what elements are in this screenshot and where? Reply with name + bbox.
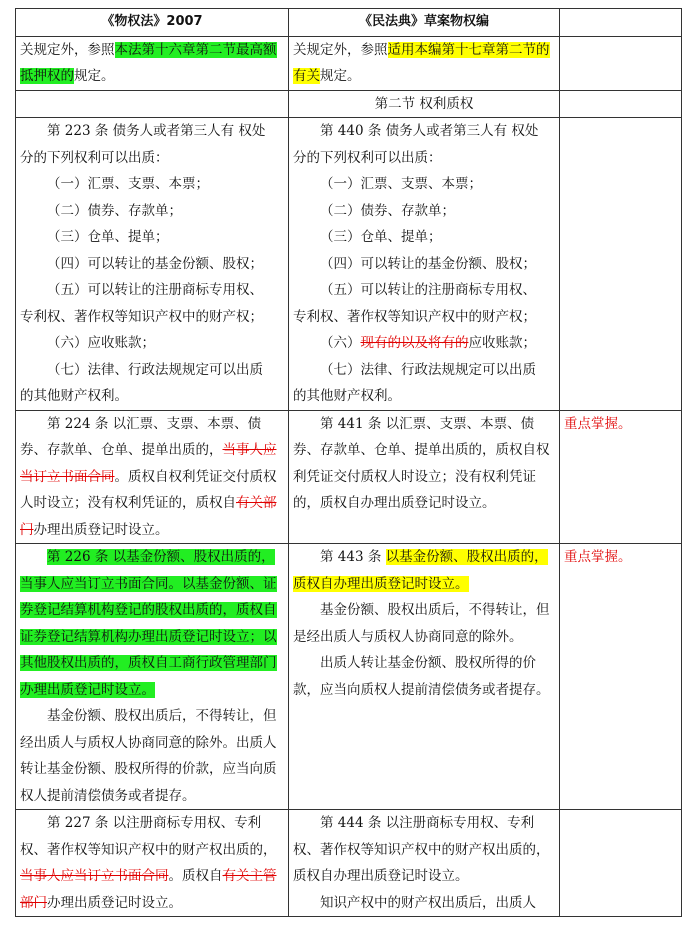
header-col-old-law: 《物权法》2007 — [16, 9, 289, 37]
cell-note — [560, 118, 682, 411]
table-row — [16, 544, 682, 810]
cell-old-law: 第 223 条 债务人或者第三人有 权处 分的下列权利可以出质： （一）汇票、支票、本票； （二）债券、存款单； （三）仓单、提单； （四）可以转让的基金份额、股权； （五）可以转让的注册商标专用权、 专利权、著作权等知识产权中的财产权； （六）应收账款； （七）法律、行政法规规定可以出质 的其他财产权利。 — [16, 118, 289, 411]
cell-civil-code: 第 444 条 以注册商标专用权、专利权、著作权等知识产权中的财产权出质的，质权自办理出质登记时设立。 知识产权中的财产权出质后，出质人 — [289, 810, 560, 917]
comparison-table — [15, 8, 682, 917]
cell-old-law: 第 227 条 以注册商标专用权、专利权、著作权等知识产权中的财产权出质的，当事人应当订立书面合同。质权自有关主管部门办理出质登记时设立。 — [16, 810, 289, 917]
cell-civil-code: 关规定外，参照适用本编第十七章第二节的有关规定。 — [289, 36, 560, 90]
cell-note — [560, 810, 682, 917]
cell-note — [560, 36, 682, 90]
table-row — [16, 118, 682, 411]
cell-old-law: 关规定外，参照本法第十六章第二节最高额抵押权的规定。 — [16, 36, 289, 90]
section-title: 第二节 权利质权 — [289, 90, 560, 118]
header-col-notes — [560, 9, 682, 37]
cell-note — [560, 90, 682, 118]
cell-old-law: 第 226 条 以基金份额、股权出质的，当事人应当订立书面合同。以基金份额、证券登记结算机构登记的股权出质的，质权自证券登记结算机构办理出质登记时设立；以其他股权出质的，质权自工商行政管理部门办理出质登记时设立。 基金份额、股权出质后，不得转让，但经出质人与质权人协商同意的除外。出质人转让基金份额、股权所得的价款，应当向质权人提前清偿债务或者提存。 — [16, 544, 289, 810]
cell-old-law — [16, 90, 289, 118]
cell-old-law: 第 224 条 以汇票、支票、本票、债券、存款单、仓单、提单出质的，当事人应当订立书面合同。质权自权利凭证交付质权人时设立；没有权利凭证的，质权自有关部门办理出质登记时设立。 — [16, 410, 289, 544]
cell-civil-code: 第 441 条 以汇票、支票、本票、债券、存款单、仓单、提单出质的，质权自权利凭证交付质权人时设立；没有权利凭证的，质权自办理出质登记时设立。 — [289, 410, 560, 544]
cell-note: 重点掌握。 — [560, 544, 682, 810]
cell-civil-code: 第 440 条 债务人或者第三人有 权处 分的下列权利可以出质： （一）汇票、支票、本票； （二）债券、存款单； （三）仓单、提单； （四）可以转让的基金份额、股权； （五）可以转让的注册商标专用权、 专利权、著作权等知识产权中的财产权； （六）现有的以及将有的应收账款； （七）法律、行政法规规定可以出质 的其他财产权利。 — [289, 118, 560, 411]
table-row — [16, 36, 682, 90]
table-row — [16, 410, 682, 544]
cell-civil-code: 第 443 条 以基金份额、股权出质的，质权自办理出质登记时设立。 基金份额、股权出质后，不得转让，但是经出质人与质权人协商同意的除外。 出质人转让基金份额、股权所得的价款，应当向质权人提前清偿债务或者提存。 — [289, 544, 560, 810]
cell-note: 重点掌握。 — [560, 410, 682, 544]
table-row — [16, 90, 682, 118]
header-col-civil-code: 《民法典》草案物权编 — [289, 9, 560, 37]
header-row — [16, 9, 682, 37]
table-row — [16, 810, 682, 917]
